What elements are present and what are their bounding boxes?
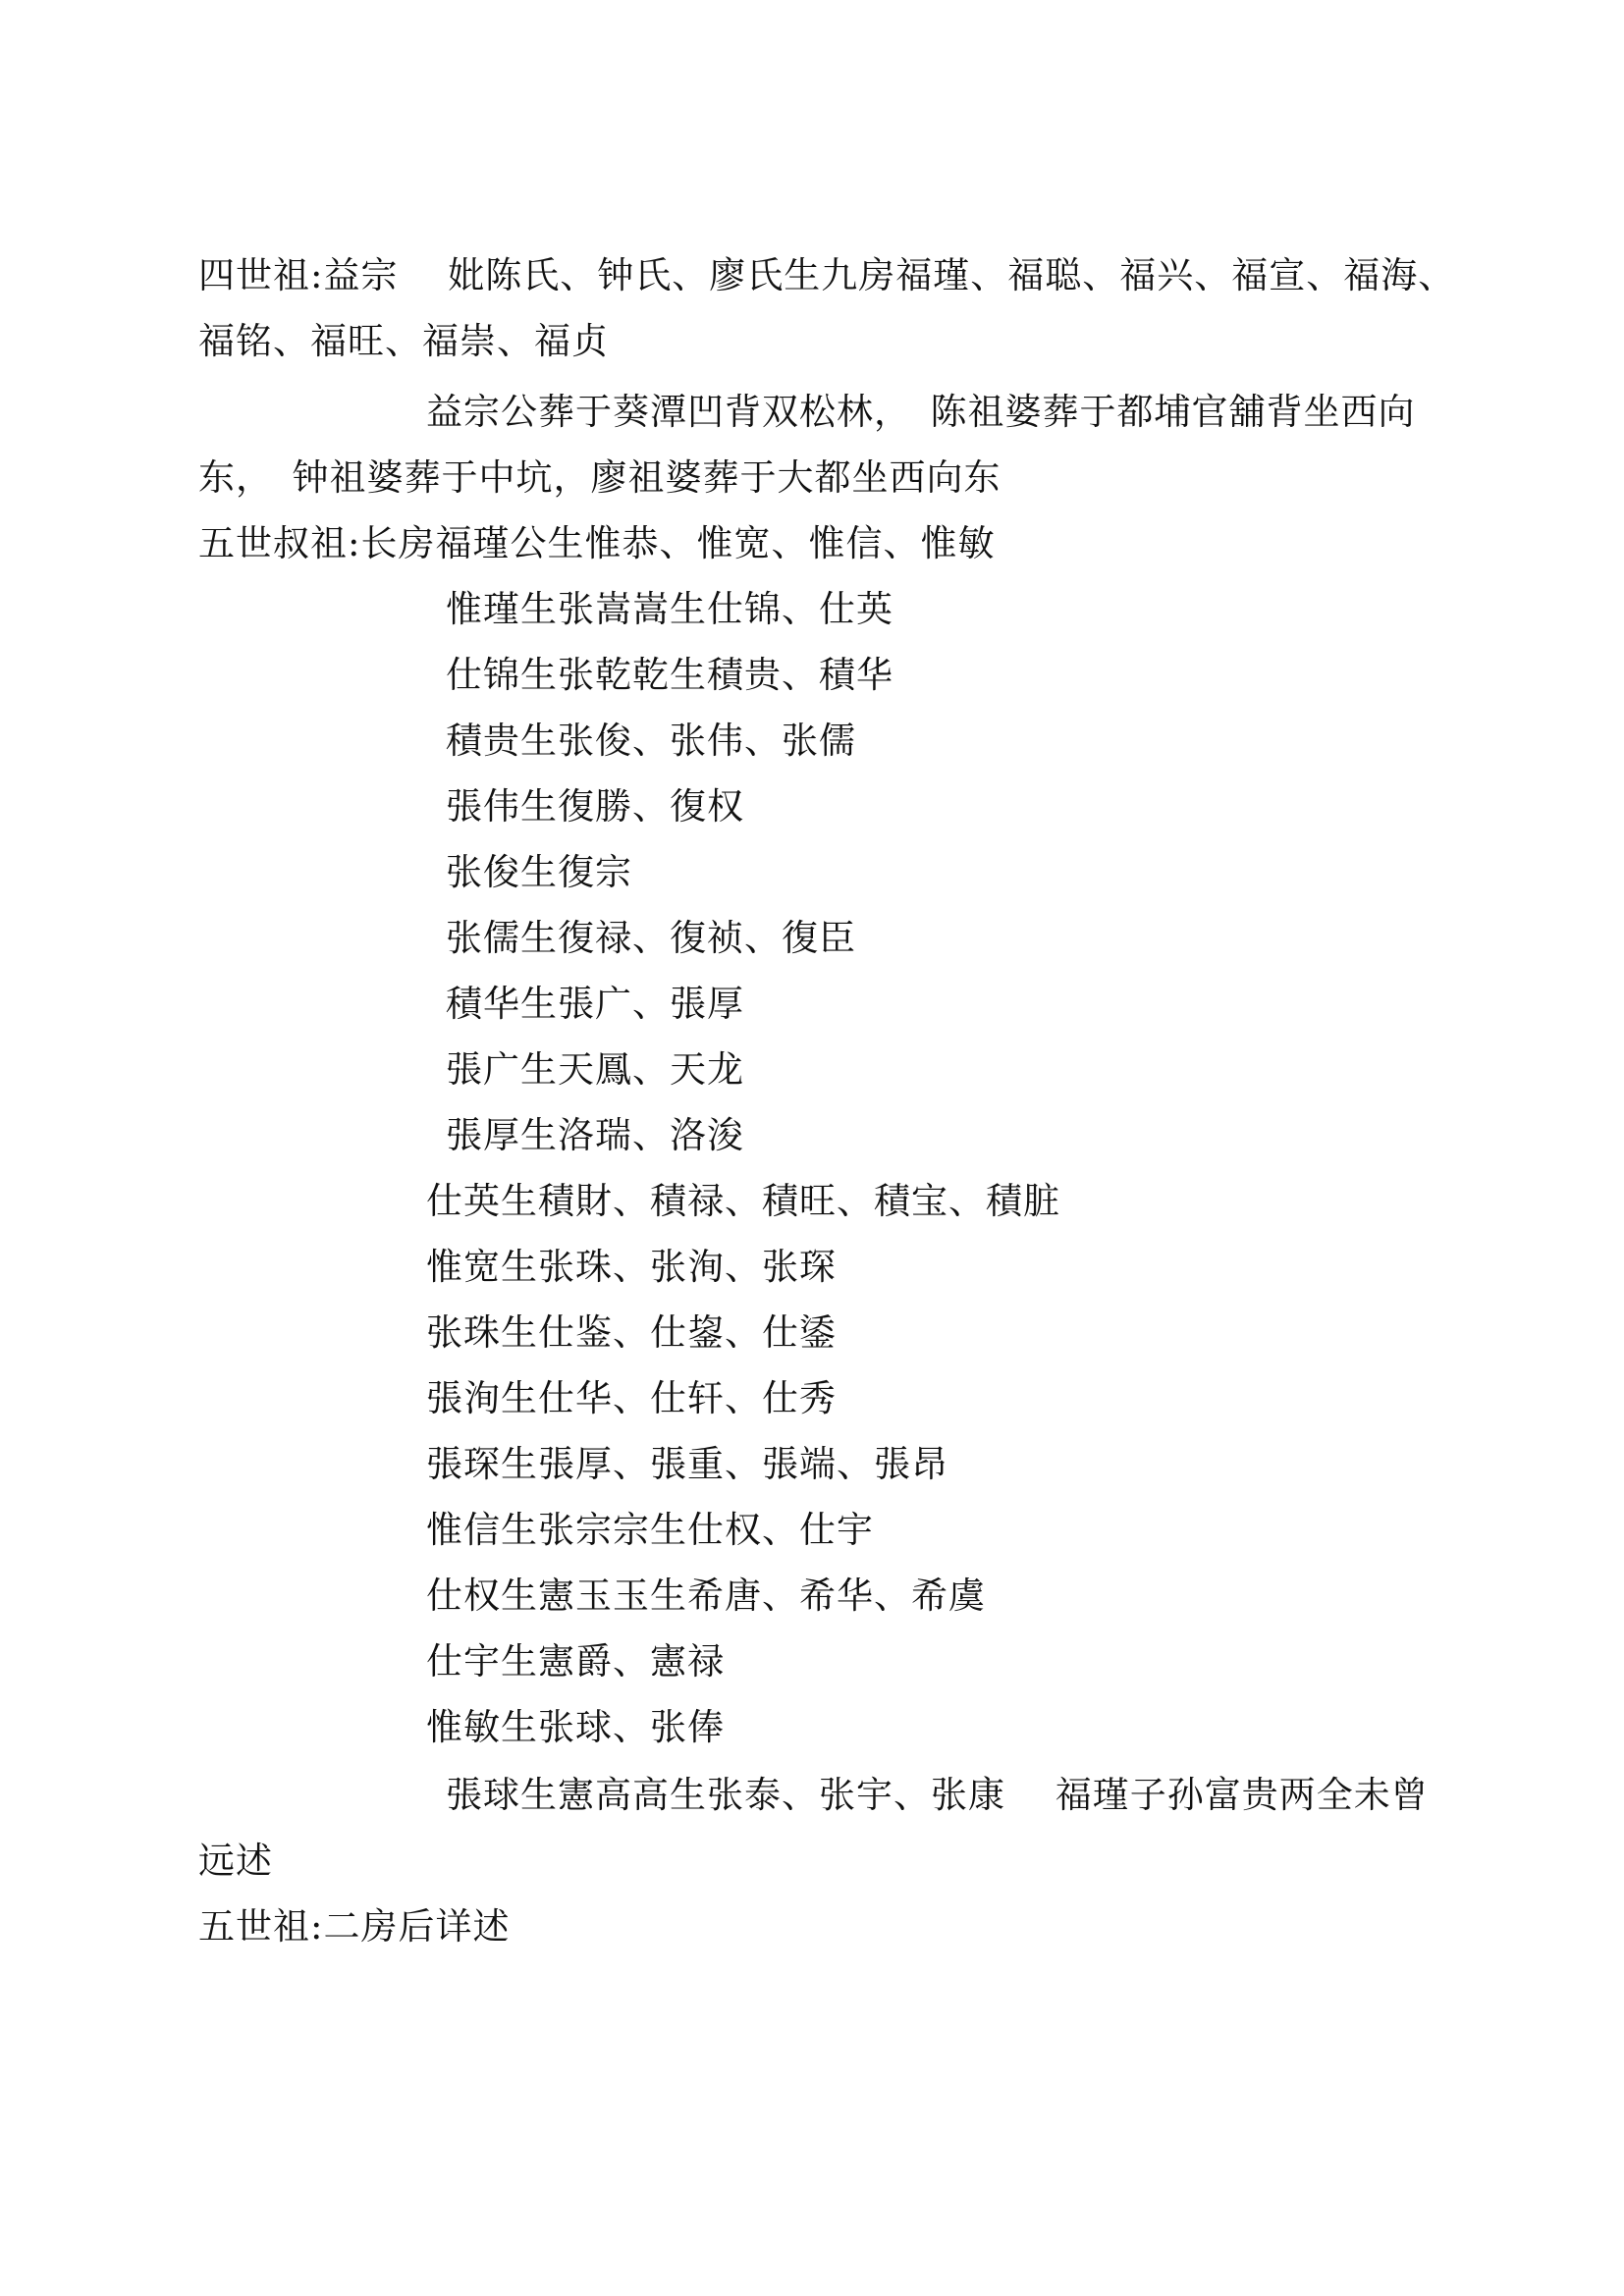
text-line-6: 惟瑾生张嵩嵩生仕锦、仕英: [446, 588, 893, 630]
text-line-8: 積贵生张俊、张伟、张儒: [446, 720, 856, 762]
text-line-17: 张珠生仕鉴、仕鋆、仕鋈: [426, 1311, 837, 1354]
text-line-15: 仕英生積財、積禄、積旺、積宝、積脏: [426, 1180, 1060, 1222]
text-line-7: 仕锦生张乾乾生積贵、積华: [446, 654, 893, 696]
text-line-18: 張洵生仕华、仕轩、仕秀: [426, 1377, 837, 1419]
text-line-4: 东， 钟祖婆葬于中坑，廖祖婆葬于大都坐西向东: [198, 456, 1001, 499]
text-line-14: 張厚生洛瑞、洛浚: [446, 1114, 744, 1156]
text-line-9: 張伟生復勝、復权: [446, 785, 744, 828]
text-line-21: 仕权生憲玉玉生希唐、希华、希虞: [426, 1575, 986, 1617]
text-line-10: 张俊生復宗: [446, 851, 632, 893]
text-line-19: 張琛生張厚、張重、張端、張昂: [426, 1443, 948, 1485]
text-line-25: 远述: [198, 1840, 273, 1882]
text-line-5: 五世叔祖:长房福瑾公生惟恭、惟宽、惟信、惟敏: [198, 522, 996, 564]
text-line-11: 张儒生復禄、復祯、復臣: [446, 917, 856, 959]
text-line-13: 張广生天鳳、天龙: [446, 1048, 744, 1091]
text-line-3: 益宗公葬于葵潭凹背双松林， 陈祖婆葬于都埔官舖背坐西向: [426, 391, 1416, 433]
text-line-24: 張球生憲高高生张泰、张宇、张康 福瑾子孙富贵两全未曾: [446, 1774, 1429, 1816]
text-line-12: 積华生張广、張厚: [446, 983, 744, 1025]
text-line-20: 惟信生张宗宗生仕权、仕宇: [426, 1509, 874, 1551]
text-line-1: 四世祖:益宗 妣陈氏、钟氏、廖氏生九房福瑾、福聪、福兴、福宣、福海、: [198, 254, 1456, 296]
text-line-23: 惟敏生张球、张俸: [426, 1706, 725, 1748]
text-line-16: 惟宽生张珠、张洵、张琛: [426, 1246, 837, 1288]
text-line-2: 福铭、福旺、福崇、福贞: [198, 320, 609, 362]
text-line-22: 仕宇生憲爵、憲禄: [426, 1640, 725, 1682]
text-line-26: 五世祖:二房后详述: [198, 1905, 511, 1948]
